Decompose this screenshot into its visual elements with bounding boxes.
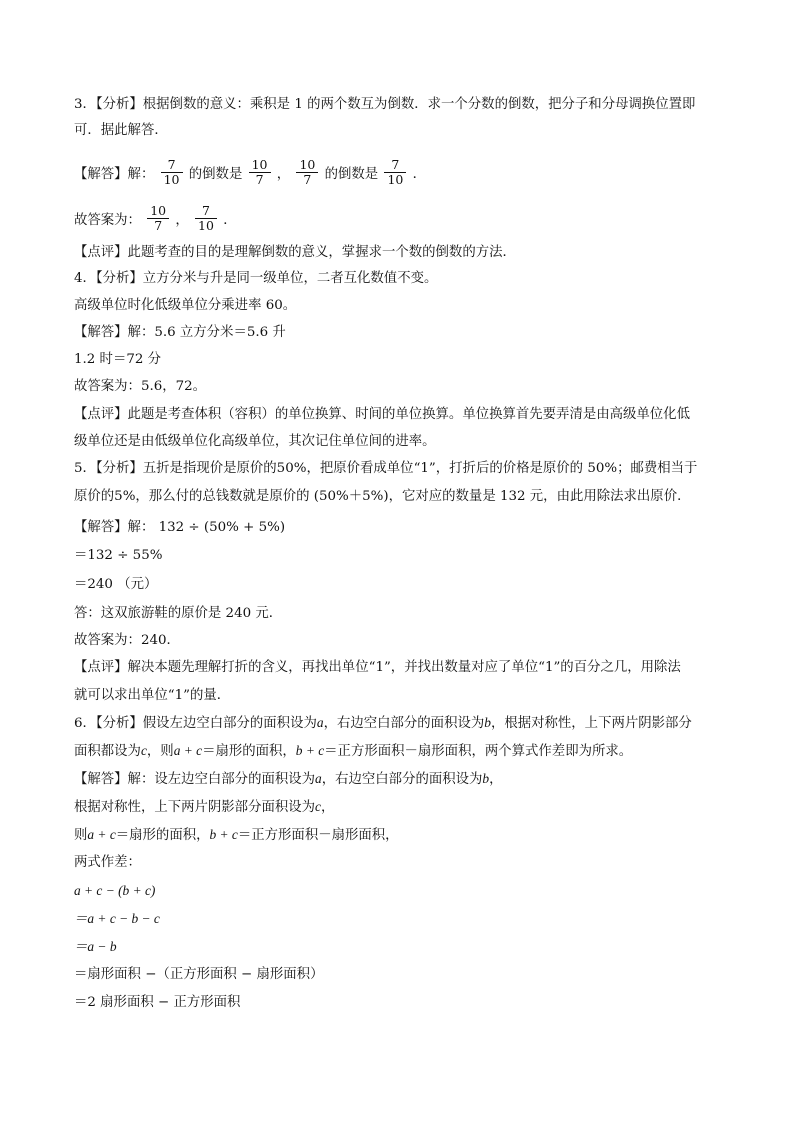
q3-analysis-line-1: 3．【分析】根据倒数的意义：乘积是 1 的两个数互为倒数．求一个分数的倒数，把分子和分母调换位置即 <box>74 97 696 112</box>
q4-comment-line-1: 【点评】此题是考查体积（容积）的单位换算、时间的单位换算。单位换算首先要弄清是由高级单位化低 <box>74 407 690 422</box>
var-c: c <box>315 799 321 814</box>
expr-b-plus-c: b + c <box>295 743 325 758</box>
q6-equation-4: ＝扇形面积 −（正方形面积 − 扇形面积） <box>74 967 324 982</box>
q3-fraction-4: $\frac{7}{10}$ <box>384 158 406 187</box>
q3-fraction-1: $\frac{7}{10}$ <box>161 158 183 187</box>
q3-result-prefix: 故答案为： <box>74 213 141 228</box>
q3-result-fraction-2: $\frac{7}{10}$ <box>195 204 217 233</box>
q6-symmetry-line: 根据对称性，上下两片阴影部分面积设为c， <box>74 799 335 815</box>
q6-equation-1: a + c − (b + c) <box>74 883 156 898</box>
q3-comment: 【点评】此题考查的目的是理解倒数的意义，掌握求一个数的倒数的方法． <box>74 245 516 260</box>
q5-comment-line-1: 【点评】解决本题先理解打折的含义，再找出单位“1”，并找出数量对应了单位“1”的百分之几，用除法 <box>74 660 681 675</box>
var-a: a <box>315 771 322 786</box>
q4-step: 1.2 时＝72 分 <box>74 352 162 367</box>
var-a: a <box>316 715 324 730</box>
q4-answer: 【解答】解：5.6 立方分米＝5.6 升 <box>74 325 286 340</box>
q5-analysis-line-2: 原价的5%，那么付的总钱数就是原价的 (50%＋5%)，它对应的数量是 132 元，由此用除法求出原价． <box>74 489 691 504</box>
q5-answer: 【解答】解： 132 ÷ (50% + 5%) <box>74 520 286 535</box>
var-b: b <box>484 715 491 730</box>
q5-step-1: ＝132 ÷ 55% <box>74 548 163 563</box>
q5-analysis-line-1: 5．【分析】五折是指现价是原价的50%，把原价看成单位“1”，打折后的价格是原价的 50%；邮费相当于 <box>74 461 698 476</box>
expr-a-plus-c: a + c <box>87 827 116 842</box>
q4-analysis-line-1: 4．【分析】立方分米与升是同一级单位，二者互化数值不变。 <box>74 271 438 286</box>
q3-answer-prefix: 【解答】解： <box>74 167 155 182</box>
q4-analysis-line-2: 高级单位时化低级单位分乘进率 60。 <box>74 298 297 313</box>
q6-equation-3: ＝a − b <box>74 939 117 954</box>
q6-then-line: 则a + c＝扇形的面积，b + c＝正方形面积－扇形面积， <box>74 827 399 843</box>
q6-analysis-line-2: 面积都设为c，则a + c＝扇形的面积，b + c＝正方形面积－扇形面积，两个算式作差即为所求。 <box>74 743 633 759</box>
q4-result: 故答案为：5.6，72。 <box>74 379 207 394</box>
expr-b-plus-c: b + c <box>209 827 238 842</box>
expr-a-plus-c: a + c <box>173 743 203 758</box>
q6-difference-label: 两式作差： <box>74 855 141 870</box>
q6-equation-5: ＝2 扇形面积 − 正方形面积 <box>74 995 241 1010</box>
q3-answer-line: 【解答】解： $\frac{7}{10}$ 的倒数是 $\frac{10}{7}$ ， $\frac{10}{7}$ 的倒数是 $\frac{7}{10}$ ． <box>74 157 426 187</box>
q3-fraction-3: $\frac{10}{7}$ <box>296 158 318 187</box>
var-b: b <box>482 771 490 786</box>
q5-result: 故答案为：240． <box>74 633 180 648</box>
q3-analysis-line-2: 可．据此解答． <box>74 123 168 138</box>
q5-step-2: ＝240 （元） <box>74 577 158 592</box>
q6-analysis-line-1: 6．【分析】假设左边空白部分的面积设为a，右边空白部分的面积设为b，根据对称性，上下两片阴影部分 <box>74 715 692 731</box>
q3-result-fraction-1: $\frac{10}{7}$ <box>147 204 169 233</box>
q6-answer-line: 【解答】解：设左边空白部分的面积设为a，右边空白部分的面积设为b， <box>74 771 503 787</box>
q5-reply: 答：这双旅游鞋的原价是 240 元． <box>74 606 283 621</box>
q3-fraction-2: $\frac{10}{7}$ <box>249 158 271 187</box>
q5-comment-line-2: 就可以求出单位“1”的量． <box>74 688 231 703</box>
var-c: c <box>140 743 147 758</box>
q6-equation-2: ＝a + c − b − c <box>74 911 160 926</box>
q3-result-line: 故答案为： $\frac{10}{7}$ ， $\frac{7}{10}$ ． <box>74 203 237 233</box>
q4-comment-line-2: 级单位还是由低级单位化高级单位，其次记住单位间的进率。 <box>74 434 436 449</box>
